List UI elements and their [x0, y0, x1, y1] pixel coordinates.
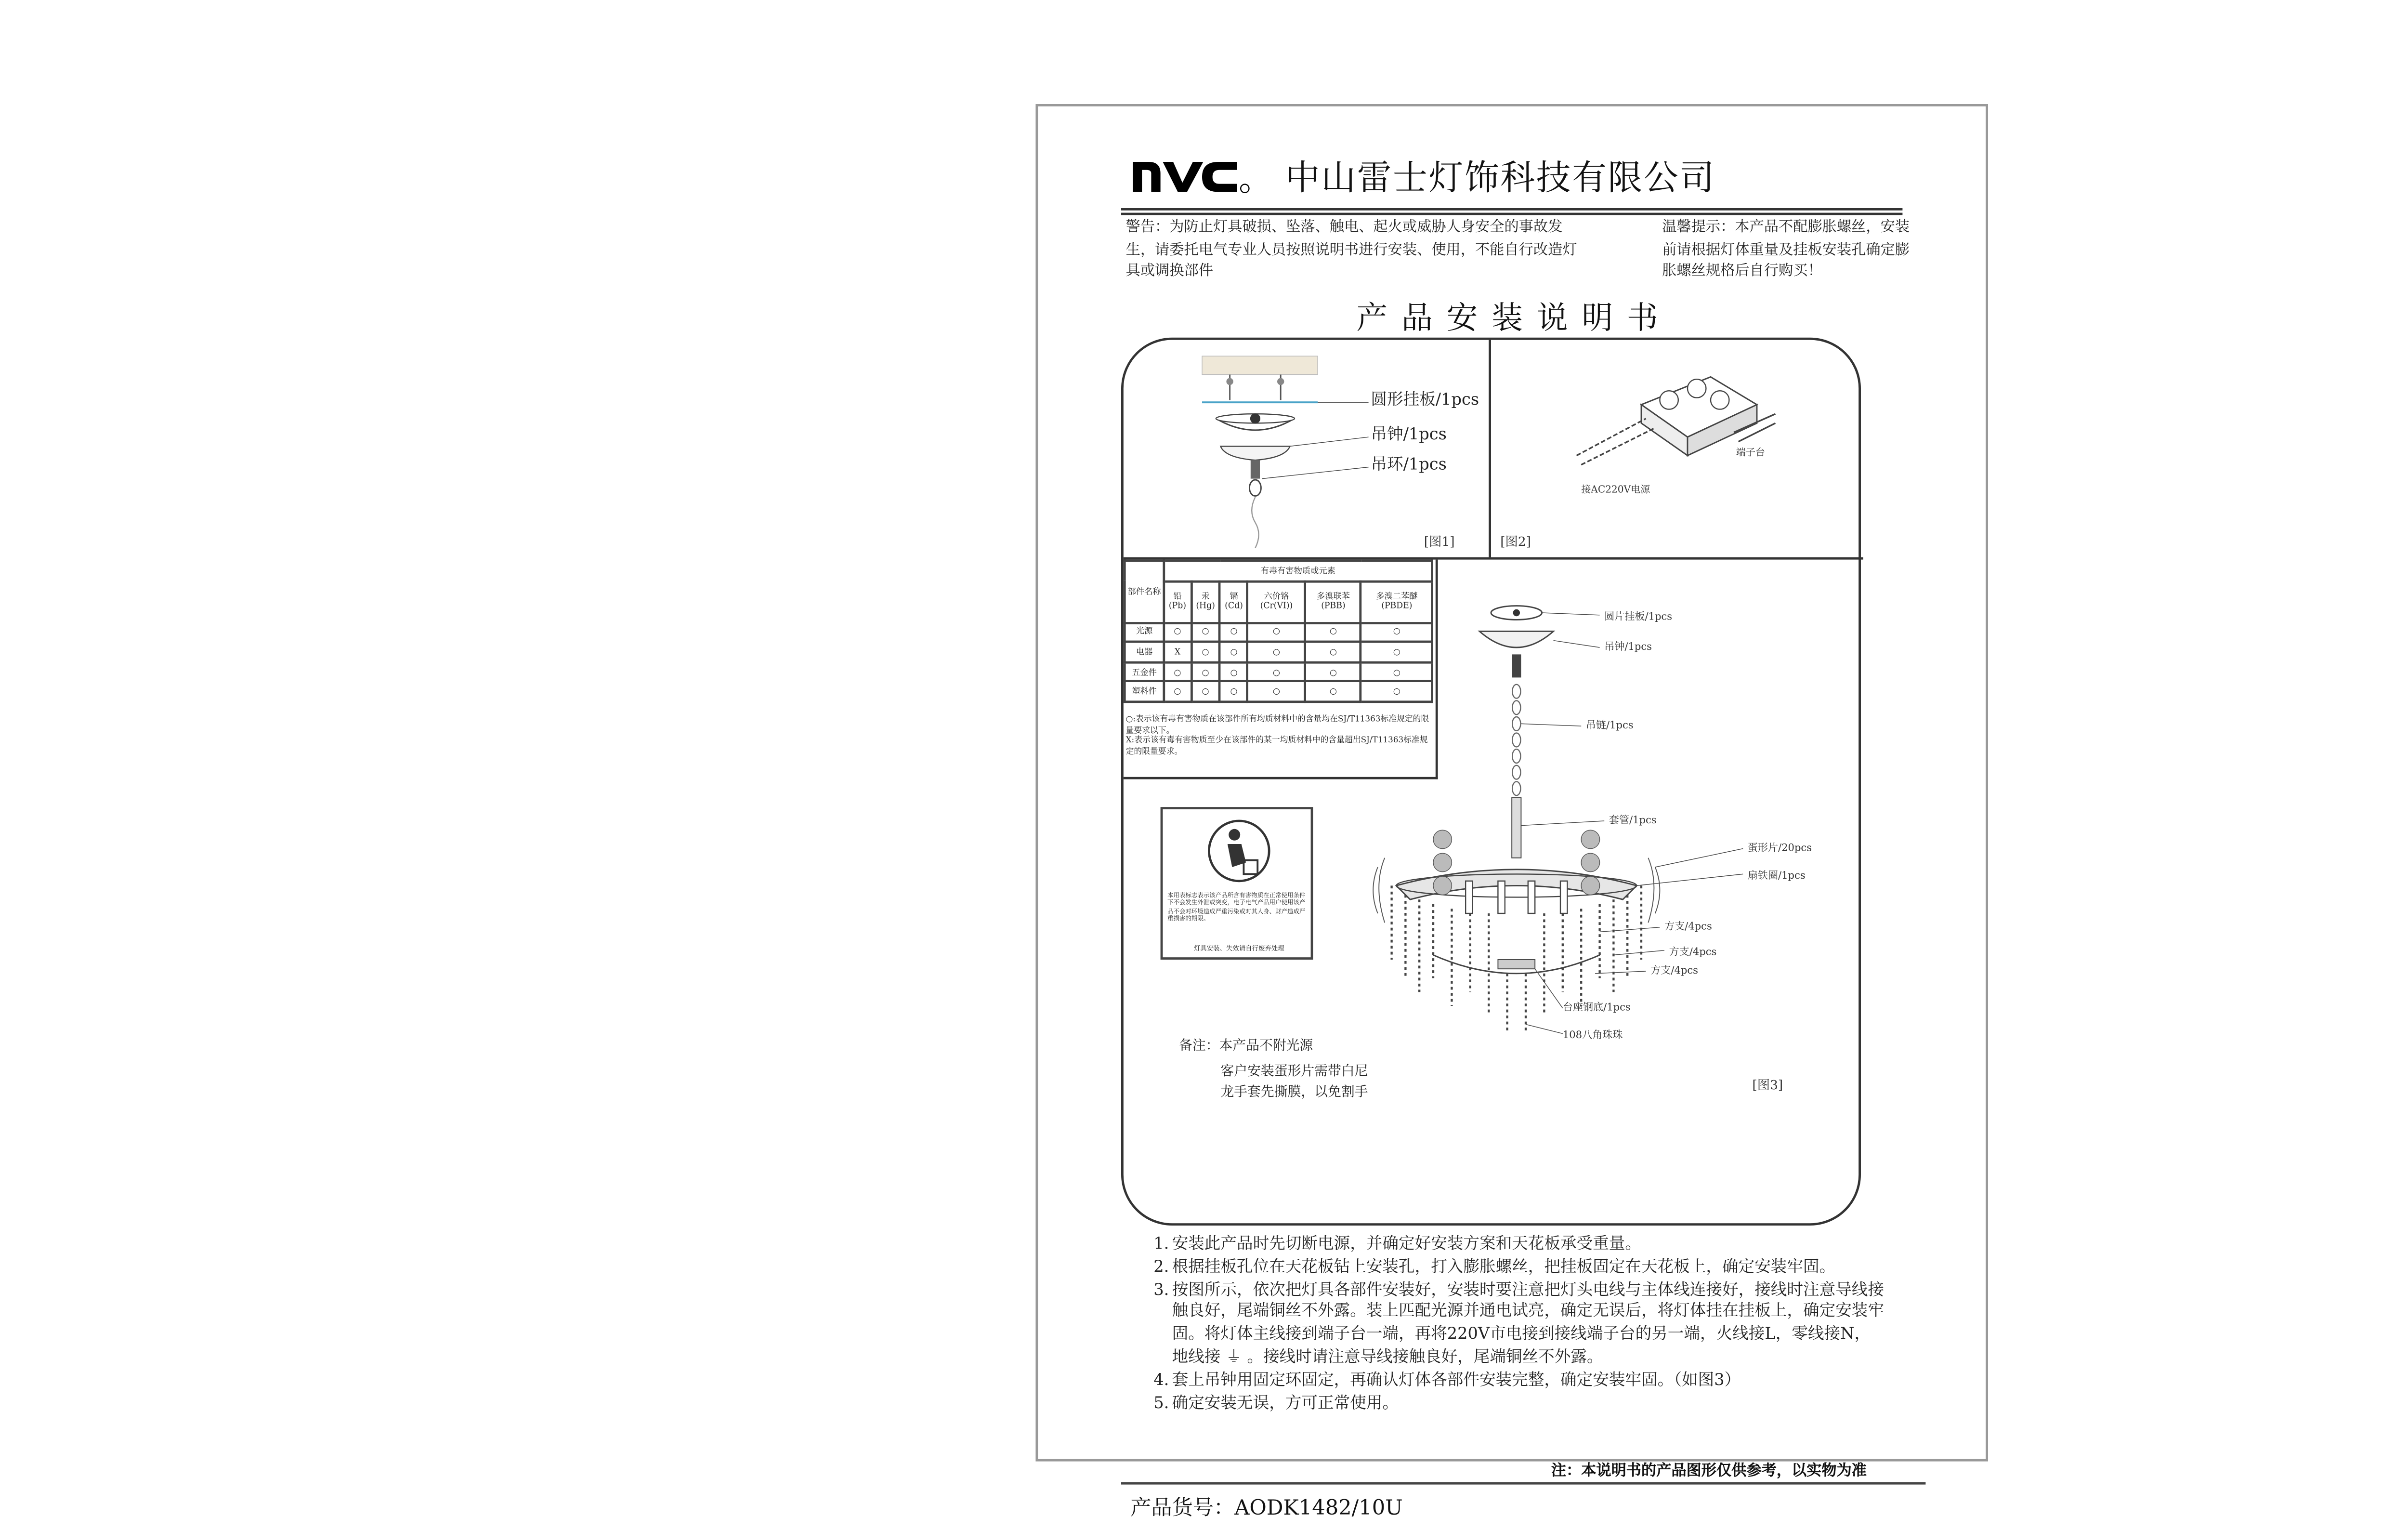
table-row-name: 光源 [1125, 622, 1164, 642]
figure-3-chandelier-diagram [1364, 585, 1803, 1047]
fig3-callout-bracket-1: 方支/4pcs [1664, 923, 1712, 935]
table-cell: ○ [1220, 662, 1248, 682]
remark-line-3: 龙手套先撕膜，以免割手 [1220, 1087, 1368, 1101]
panel-divider-vertical [1489, 340, 1490, 557]
environmental-label-text: 本用表标志表示该产品所含有害物质在正常使用条件下不会发生外泄或突变，电子电气产品用户使用该产品不会对环境造成严重污染或对其人身、财产造成严重损害的期限。 [1167, 892, 1306, 923]
list-item [1153, 1235, 1884, 1257]
table-cell: ○ [1220, 622, 1248, 642]
nvc-logo [1130, 150, 1251, 197]
table-col-header: 汞(Hg) [1191, 580, 1220, 622]
table-col-header: 镉(Cd) [1220, 580, 1248, 622]
table-cell: ○ [1248, 642, 1305, 662]
fig1-label-canopy: 吊钟/1pcs [1371, 425, 1447, 444]
list-item [1153, 1257, 1884, 1280]
step-text: 确定安装无误，方可正常使用。 [1172, 1393, 1399, 1412]
fig3-callout-bracket-2: 方支/4pcs [1669, 948, 1717, 960]
table-cell: ○ [1361, 642, 1432, 662]
table-cell: ○ [1164, 682, 1191, 701]
step-number: 1. [1153, 1235, 1169, 1253]
table-cell: ○ [1248, 682, 1305, 701]
fig3-callout-beads: 108八角珠珠 [1562, 1031, 1623, 1043]
table-cell: ○ [1164, 662, 1191, 682]
fig2-power-label: 接AC220V电源 [1581, 483, 1650, 495]
safety-warning: 警告：为防止灯具破损、坠落、触电、起火或威胁人身安全的事故发生，请委托电气专业人员按照说明书进行安装、使用，不能自行改造灯具或调换部件 [1125, 220, 1577, 280]
table-header-group: 有毒有害物质或元素 [1164, 561, 1432, 580]
table-cell: ○ [1191, 622, 1220, 642]
table-cell: ○ [1361, 662, 1432, 682]
panel-divider-horizontal [1124, 557, 1863, 559]
environmental-label-box [1161, 807, 1313, 960]
fig3-callout-bracket-3: 方支/4pcs [1650, 966, 1698, 978]
footer-rule [1121, 1482, 1925, 1485]
product-code: 产品货号：AODK1482/10U [1130, 1498, 1403, 1522]
fig1-label-ring: 吊环/1pcs [1371, 455, 1447, 475]
table-cell: ○ [1305, 622, 1361, 642]
step-text: 安装此产品时先切断电源，并确定好安装方案和天花板承受重量。 [1172, 1235, 1642, 1253]
table-cell: ○ [1361, 682, 1432, 701]
table-cell: ○ [1191, 662, 1220, 682]
list-item [1153, 1393, 1884, 1416]
step-number: 3. [1153, 1280, 1169, 1299]
fig3-callout-sleeve: 套管/1pcs [1609, 816, 1657, 828]
table-header-part: 部件名称 [1125, 561, 1164, 622]
figure-2-terminal-block [1572, 354, 1780, 492]
fig3-callout-chain: 吊链/1pcs [1585, 721, 1634, 733]
table-cell: ○ [1248, 622, 1305, 642]
table-cell: ○ [1248, 662, 1305, 682]
document-title: 产品安装说明书 [1356, 301, 1672, 338]
table-row-name: 电器 [1125, 642, 1164, 662]
remark-label: 备注：本产品不附光源 [1179, 1041, 1313, 1055]
table-col-header: 铅(Pb) [1164, 580, 1191, 622]
fig3-callout-base: 台座钢底/1pcs [1562, 1003, 1631, 1016]
fig3-callout-egg-pieces: 蛋形片/20pcs [1747, 844, 1812, 856]
installation-steps [1153, 1235, 1884, 1416]
table-cell: ○ [1220, 642, 1248, 662]
table-row-name: 塑料件 [1125, 682, 1164, 701]
step-number: 4. [1153, 1371, 1169, 1389]
table-row-name: 五金件 [1125, 662, 1164, 682]
step-number: 5. [1153, 1393, 1169, 1412]
table-col-header: 六价铬(Cr(VI)) [1248, 580, 1305, 622]
step-text: 按图所示，依次把灯具各部件安装好，安装时要注意把灯头电线与主体线连接好，接线时注意导线接触良好，尾端铜丝不外露。装上匹配光源并通电试亮，确定无误后，将灯体挂在挂板上，确定安装牢固。将灯体主线接到端子台一端，再将220V市电接到接线端子台的另一端，火线接L，零线接N，地线接 ⏚ 。接线时请注意导线接触良好，尾端铜丝不外露。 [1172, 1280, 1885, 1367]
environmental-label-caption: 灯具安装、失效请自行废弃处理 [1193, 943, 1284, 953]
installation-tip: 温馨提示：本产品不配膨胀螺丝，安装前请根据灯体重量及挂板安装孔确定膨胀螺丝规格后自行购买！ [1662, 220, 1910, 280]
step-text: 根据挂板孔位在天花板钻上安装孔，打入膨胀螺丝，把挂板固定在天花板上，确定安装牢固。 [1172, 1257, 1836, 1276]
table-cell: ○ [1305, 682, 1361, 701]
step-text: 套上吊钟用固定环固定，再确认灯体各部件安装完整，确定安装牢固。（如图3） [1172, 1371, 1741, 1389]
table-cell: ○ [1361, 622, 1432, 642]
table-cell: ○ [1305, 662, 1361, 682]
instruction-sheet [1035, 104, 1988, 1522]
table-cell: ○ [1191, 642, 1220, 662]
list-item [1153, 1371, 1884, 1393]
fig3-callout-iron-ring: 扇铁圈/1pcs [1747, 871, 1806, 884]
table-cell: ○ [1164, 622, 1191, 642]
fig2-caption: [图2] [1500, 536, 1531, 551]
fig3-caption: [图3] [1752, 1080, 1783, 1094]
table-cell: ○ [1220, 682, 1248, 701]
table-col-header: 多溴联苯(PBB) [1305, 580, 1361, 622]
fig1-caption: [图1] [1424, 536, 1455, 551]
disclaimer: 注：本说明书的产品图形仅供参考，以实物为准 [1551, 1461, 1867, 1480]
header-rule [1121, 208, 1902, 214]
table-cell: X [1164, 642, 1191, 662]
table-cell: ○ [1191, 682, 1220, 701]
recycle-person-icon [1204, 816, 1274, 885]
figures-panel [1121, 338, 1861, 1226]
table-cell: ○ [1305, 642, 1361, 662]
fig2-terminal-label: 端子台 [1736, 446, 1766, 458]
table-note: ○:表示该有毒有害物质在该部件所有均质材料中的含量均在SJ/T11363标准规定的限量要求以下。 [1125, 714, 1429, 734]
figure-1-mount-diagram [1165, 349, 1489, 553]
list-item [1153, 1280, 1884, 1371]
table-note: X:表示该有毒有害物质至少在该部件的某一均质材料中的含量超出SJ/T11363标准规定的限量要求。 [1125, 735, 1428, 755]
table-col-header: 多溴二苯醚(PBDE) [1361, 580, 1432, 622]
company-name: 中山雷士灯饰科技有限公司 [1285, 157, 1715, 199]
remark-line-2: 客户安装蛋形片需带白尼 [1220, 1066, 1368, 1080]
fig3-callout-plate: 圆片挂板/1pcs [1604, 613, 1673, 624]
fig3-callout-canopy: 吊钟/1pcs [1604, 643, 1652, 655]
step-number: 2. [1153, 1257, 1169, 1276]
fig1-label-plate: 圆形挂板/1pcs [1371, 391, 1479, 409]
